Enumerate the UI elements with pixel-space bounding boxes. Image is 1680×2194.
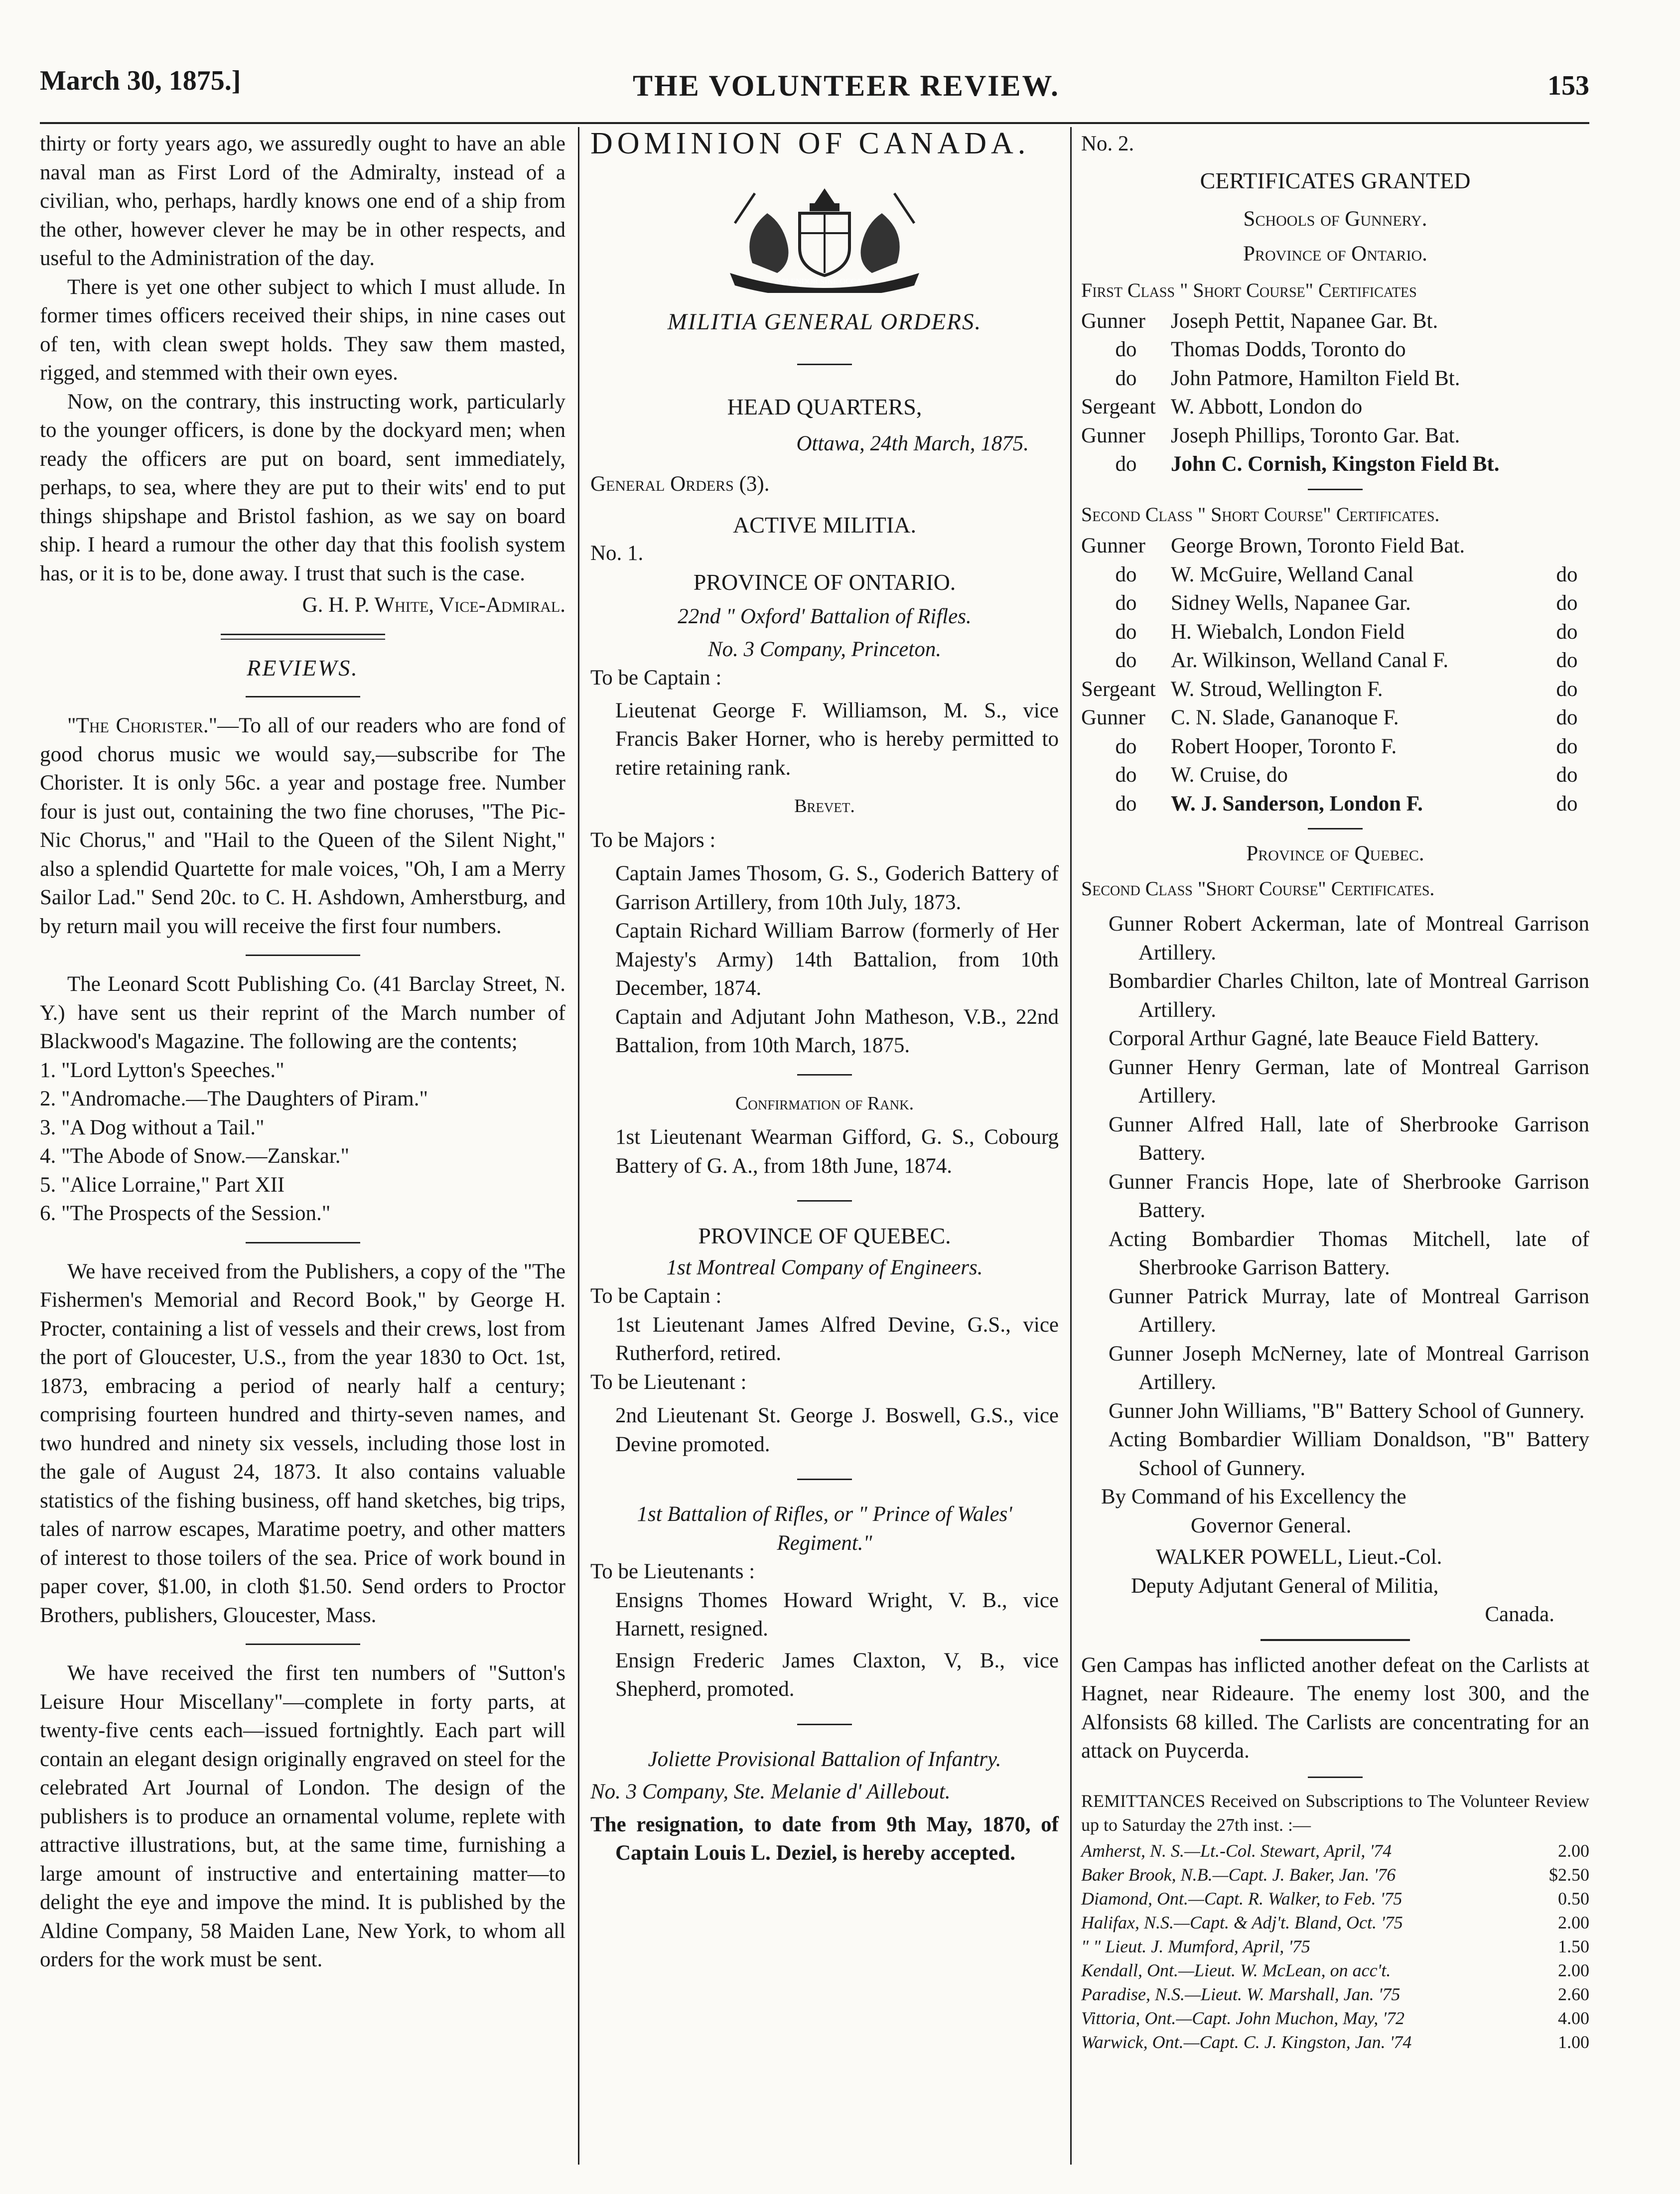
news-paragraph: Gen Campas has inflicted another defeat on the Carlists at Hagnet, near Rideaure. The enemy lost 300, and the Alfonsists 68 killed. The Carlists are concentrating for an attack on Puycerda. [1081,1653,1589,1763]
page-number: 153 [1547,70,1589,101]
recipient: C. N. Slade, Gananoque F. [1171,706,1399,729]
order-number: No. 2. [1081,132,1134,155]
recipient: W. J. Sanderson, London F. [1171,792,1423,816]
rank: do [1115,734,1137,758]
issue-date: March 30, 1875.] [40,65,241,96]
first-class-list [1081,307,1589,479]
recipient: W. McGuire, Welland Canal [1171,562,1414,586]
ditto: do [1556,734,1578,758]
rank: do [1115,562,1137,586]
appointment-label: To be Lieutenant : [590,1370,747,1394]
signer-title: Deputy Adjutant General of Militia, [1131,1574,1439,1598]
page-header [40,50,1589,120]
rank: Gunner [1081,309,1145,333]
class-heading: Second Class " Short Course" Certificates. [1081,503,1440,526]
column-divider-1 [578,127,579,2165]
recipient: Ar. Wilkinson, Welland Canal F. [1171,649,1449,672]
recipient: H. Wiebalch, London Field [1171,620,1405,644]
section-rule [1308,489,1363,490]
list-item: Acting Bombardier Thomas Mitchell, late of Sherbrooke Garrison Battery. [1109,1227,1589,1279]
section-title: DOMINION OF CANADA. [590,127,1030,160]
list-item: Bombardier Charles Chilton, late of Montreal Garrison Artillery. [1109,969,1589,1022]
order-number: No. 1. [590,542,644,565]
section-rule [797,1479,852,1480]
review-blackwood: The Leonard Scott Publishing Co. (41 Barclay Street, N. Y.) have sent us their reprint of the March number of Blackwood's Magazine. The following are the contents; [40,972,565,1053]
command-line: Governor General. [1191,1513,1352,1537]
section-rule [797,1200,852,1202]
section-rule [1308,1777,1363,1778]
appointment-entry: 1st Lieutenant Wearman Gifford, G. S., Cobourg Battery of G. A., from 18th June, 1874. [615,1125,1059,1178]
remittance-amount: 1.50 [1558,1936,1589,1956]
section-rule [246,955,360,956]
list-item: Gunner Patrick Murray, late of Montreal Garrison Artillery. [1109,1284,1589,1337]
recipient: George Brown, Toronto Field Bat. [1171,534,1465,557]
ditto: do [1556,792,1578,816]
place-date: Ottawa, 24th March, 1875. [796,431,1029,455]
column-left [40,130,565,1974]
column-middle [590,127,1059,1868]
review-chorister [40,711,565,941]
recipient: Thomas Dodds, Toronto do [1171,338,1406,361]
list-item: 3. "A Dog without a Tail." [40,1115,265,1139]
battalion-heading: Joliette Provisional Battalion of Infantry. [648,1747,1001,1771]
appointment-entry: 1st Lieutenant James Alfred Devine, G.S., vice Rutherford, retired. [615,1313,1059,1365]
quebec-list [1081,910,1589,1483]
company-heading: No. 3 Company, Ste. Melanie d' Aillebout. [590,1780,951,1803]
rank: do [1115,366,1137,390]
signer-name: WALKER POWELL, Lieut.-Col. [1156,1545,1442,1569]
review-fishermen: We have received from the Publishers, a copy of the "The Fishermen's Memorial and Record Book," by George H. Procter, containing a list of vessels and their crews, lost from the port of Gloucester, U.S., from the year 1830 to Oct. 1st, 1873, embracing a period of nearly half a century; comprising fourteen hundred and thirty-seven names, and two hundred and ninety six vessels, including those lost in the gale of August 24, 1873. It also contains valuable statistics of the fishing business, off hand sketches, big trips, tales of narrow escapes, Maratime poetry, and other matters of interest to those toilers of the sea. Price of work bound in paper cover, $1.00, in cloth $1.50. Send orders to Proctor Brothers, publishers, Gloucester, Mass. [40,1259,565,1627]
province-heading: PROVINCE OF ONTARIO. [693,569,956,595]
section-rule [797,1724,852,1725]
command-line: By Command of his Excellency the [1101,1485,1406,1508]
list-item: Gunner Henry German, late of Montreal Garrison Artillery. [1109,1055,1589,1107]
appointment-label: To be Captain : [590,1284,722,1308]
list-item: Gunner Francis Hope, late of Sherbrooke Garrison Battery. [1109,1170,1589,1222]
ditto: do [1556,620,1578,644]
recipient: Sidney Wells, Napanee Gar. [1171,591,1411,615]
remittance-amount: 2.00 [1558,1840,1589,1861]
province-heading: Province of Ontario. [1243,242,1427,266]
section-rule [797,1074,852,1076]
ditto: do [1556,649,1578,672]
general-orders-label: General Orders (3). [590,472,770,496]
ditto: do [1556,677,1578,701]
rank: Sergeant [1081,677,1156,701]
section-rule [246,696,360,697]
second-class-list [1081,532,1589,818]
list-item: Gunner Robert Ackerman, late of Montreal Garrison Artillery. [1109,912,1589,964]
remittances-heading: REMITTANCES Received on Subscriptions to The Volunteer Review up to Saturday the 27th inst. :— [1081,1790,1589,1835]
coat-of-arms-icon [705,178,944,293]
company-heading: 1st Montreal Company of Engineers. [666,1255,983,1279]
remittance-amount: 2.60 [1558,1984,1589,2004]
rank: do [1115,452,1137,476]
section-rule [221,634,385,640]
section-rule [246,1644,360,1645]
rank: do [1115,338,1137,361]
signer-place: Canada. [1485,1603,1554,1626]
list-item: Corporal Arthur Gagné, late Beauce Field Battery. [1109,1027,1540,1050]
appointment-entry: Captain Richard William Barrow (formerly of Her Majesty's Army) 14th Battalion, from 10th December, 1874. [615,919,1059,1000]
list-item: 6. "The Prospects of the Session." [40,1202,331,1225]
ditto: do [1556,562,1578,586]
schools-heading: Schools of Gunnery. [1243,207,1427,231]
appointment-label: To be Lieutenants : [590,1560,755,1583]
recipient: Robert Hooper, Toronto F. [1171,734,1397,758]
remittances-list [1081,1839,1589,2054]
article-signature: G. H. P. White, Vice-Admiral. [302,593,565,617]
recipient: John Patmore, Hamilton Field Bt. [1171,366,1460,390]
list-item: Gunner Joseph McNerney, late of Montreal Garrison Artillery. [1109,1342,1589,1394]
remittance-amount: 0.50 [1558,1888,1589,1909]
list-item: 2. "Andromache.—The Daughters of Piram." [40,1087,428,1110]
rank: Sergeant [1081,395,1156,418]
battalion-heading: 22nd " Oxford' Battalion of Rifles. [678,605,972,628]
province-heading: Province of Quebec. [1246,842,1424,865]
rank: do [1115,591,1137,615]
rank: Gunner [1081,423,1145,447]
article-paragraph: Now, on the contrary, this instructing work, particularly to the younger officers, is done by the dockyard men; when ready the officers are put on board, sent immediately, perhaps, to sea, where they are put to their wits' end to put things shipshape and Bristol fashion, as we say on board ship. I heard a rumour the other day that this foolish system has, or it is to be, done away. I trust that such is the case. [40,390,565,585]
list-item: Acting Bombardier William Donaldson, "B" Battery School of Gunnery. [1109,1428,1589,1480]
rank: do [1115,792,1137,816]
section-rule [246,1242,360,1243]
appointment-entry: Lieutenat George F. Williamson, M. S., vice Francis Baker Horner, who is hereby permitted to retire retaining rank. [615,698,1059,780]
article-paragraph: There is yet one other subject to which I must allude. In former times officers received their ships, in nine cases out of ten, with clean swept holds. They saw them masted, rigged, and stemmed with their own eyes. [40,275,565,385]
appointment-label: To be Majors : [590,828,716,852]
remittance-amount: 2.00 [1558,1960,1589,1980]
ditto: do [1556,763,1578,787]
recipient: Joseph Phillips, Toronto Gar. Bat. [1171,423,1460,447]
crest-motto: SPLENDOR SINE OCCASU [777,277,872,286]
contents-list [40,1056,565,1228]
appointment-label: To be Captain : [590,666,722,689]
remittance-entry: Baker Brook, N.B.—Capt. J. Baker, Jan. '76 [1081,1864,1396,1885]
province-heading: PROVINCE OF QUEBEC. [698,1223,951,1248]
remittance-entry: Vittoria, Ont.—Capt. John Muchon, May, '72 [1081,2008,1404,2028]
headquarters-heading: HEAD QUARTERS, [727,394,922,419]
recipient: Joseph Pettit, Napanee Gar. Bt. [1171,309,1438,333]
recipient: John C. Cornish, Kingston Field Bt. [1171,452,1500,476]
certificates-heading: CERTIFICATES GRANTED [1200,167,1471,193]
rank: do [1115,649,1137,672]
orders-title: MILITIA GENERAL ORDERS. [667,308,982,335]
section-rule [1260,1639,1410,1641]
appointment-entry: Ensign Frederic James Claxton, V, B., vice Shepherd, promoted. [615,1648,1059,1701]
remittance-entry: Kendall, Ont.—Lieut. W. McLean, on acc't. [1081,1960,1391,1980]
appointment-entry: Captain and Adjutant John Matheson, V.B., 22nd Battalion, from 10th March, 1875. [615,1005,1059,1057]
remittance-entry: Paradise, N.S.—Lieut. W. Marshall, Jan. '75 [1081,1984,1400,2004]
list-item: 4. "The Abode of Snow.—Zanskar." [40,1144,350,1168]
appointment-entry: 2nd Lieutenant St. George J. Boswell, G.S., vice Devine promoted. [615,1404,1059,1456]
resignation-entry: The resignation, to date from 9th May, 1870, of Captain Louis L. Deziel, is hereby accepted. [590,1812,1059,1865]
list-item: Gunner Alfred Hall, late of Sherbrooke Garrison Battery. [1109,1112,1589,1165]
remittance-amount: 2.00 [1558,1912,1589,1932]
appointment-entry: Ensigns Thomes Howard Wright, V. B., vice Harnett, resigned. [615,1588,1059,1641]
remittance-entry: Amherst, N. S.—Lt.-Col. Stewart, April, '74 [1081,1840,1392,1861]
class-heading: First Class " Short Course" Certificates [1081,279,1417,301]
brevet-heading: Brevet. [794,796,855,817]
recipient: W. Abbott, London do [1171,395,1363,418]
ditto: do [1556,591,1578,615]
remittance-entry: Warwick, Ont.—Capt. C. J. Kingston, Jan. '74 [1081,2032,1412,2052]
list-item: 1. "Lord Lytton's Speeches." [40,1058,284,1082]
remittance-entry: Diamond, Ont.—Capt. R. Walker, to Feb. '75 [1081,1888,1402,1909]
publication-title: THE VOLUNTEER REVIEW. [633,69,1060,102]
section-rule [797,364,852,365]
section-rule [1308,828,1363,829]
recipient: W. Cruise, do [1171,763,1288,787]
confirmation-heading: Confirmation of Rank. [735,1093,914,1114]
remittance-entry: Halifax, N.S.—Capt. & Adj't. Bland, Oct. '75 [1081,1912,1403,1932]
appointment-entry: Captain James Thosom, G. S., Goderich Battery of Garrison Artillery, from 10th July, 1873. [615,862,1059,914]
header-rule [40,122,1589,124]
rank: Gunner [1081,706,1145,729]
column-right [1081,130,1589,2054]
column-divider-2 [1070,127,1072,2165]
ditto: do [1556,706,1578,729]
remittance-entry: " " Lieut. J. Mumford, April, '75 [1081,1936,1310,1956]
reviews-heading: REVIEWS. [247,655,359,681]
list-item: Gunner John Williams, "B" Battery School of Gunnery. [1109,1399,1585,1423]
rank: Gunner [1081,534,1145,557]
class-heading: Second Class "Short Course" Certificates. [1081,877,1435,900]
review-sutton: We have received the first ten numbers of "Sutton's Leisure Hour Miscellany"—complete in forty parts, at twenty-five cents each—issued fortnightly. Each part will contain an elegant design originally engraved on steel for the celebrated Art Journal of London. The design of the publishers is to produce an ornamental volume, replete with attractive illustrations, but, at the same time, furnishing a large amount of instructive and entertaining matter—to delight the eye and impove the mind. It is published by the Aldine Company, 58 Maiden Lane, New York, to whom all orders for the work must be sent. [40,1661,565,1971]
list-item: 5. "Alice Lorraine," Part XII [40,1173,285,1197]
review-body: —To all of our readers who are fond of good chorus music we would say,—subscribe for The Chorister. It is only 56c. a year and postage free. Number four is just out, containing the two fine choruses, "The Pic-Nic Chorus," and "Hail to the Queen of the Silent Night," also a splendid Quartette for male voices, "Oh, I am a Merry Sailor Lad." Send 20c. to C. H. Ashdown, Amherstburg, and by return mail you will receive the first four numbers. [40,714,565,938]
remittance-amount: 1.00 [1558,2032,1589,2052]
battalion-heading: 1st Battalion of Rifles, or " Prince of Wales' Regiment." [637,1503,1012,1555]
article-paragraph: thirty or forty years ago, we assuredly ought to have an able naval man as First Lord of the Admiralty, instead of a civilian, who, perhaps, hardly knows one end of a ship from the other, however clever he may be in other respects, and useful to the Administration of the day. [40,132,565,270]
remittance-amount: $2.50 [1549,1864,1589,1885]
company-heading: No. 3 Company, Princeton. [707,637,942,661]
review-lead: "The Chorister." [67,714,218,737]
active-militia-heading: ACTIVE MILITIA. [733,512,916,538]
rank: do [1115,620,1137,644]
rank: do [1115,763,1137,787]
remittance-amount: 4.00 [1558,2008,1589,2028]
recipient: W. Stroud, Wellington F. [1171,677,1383,701]
